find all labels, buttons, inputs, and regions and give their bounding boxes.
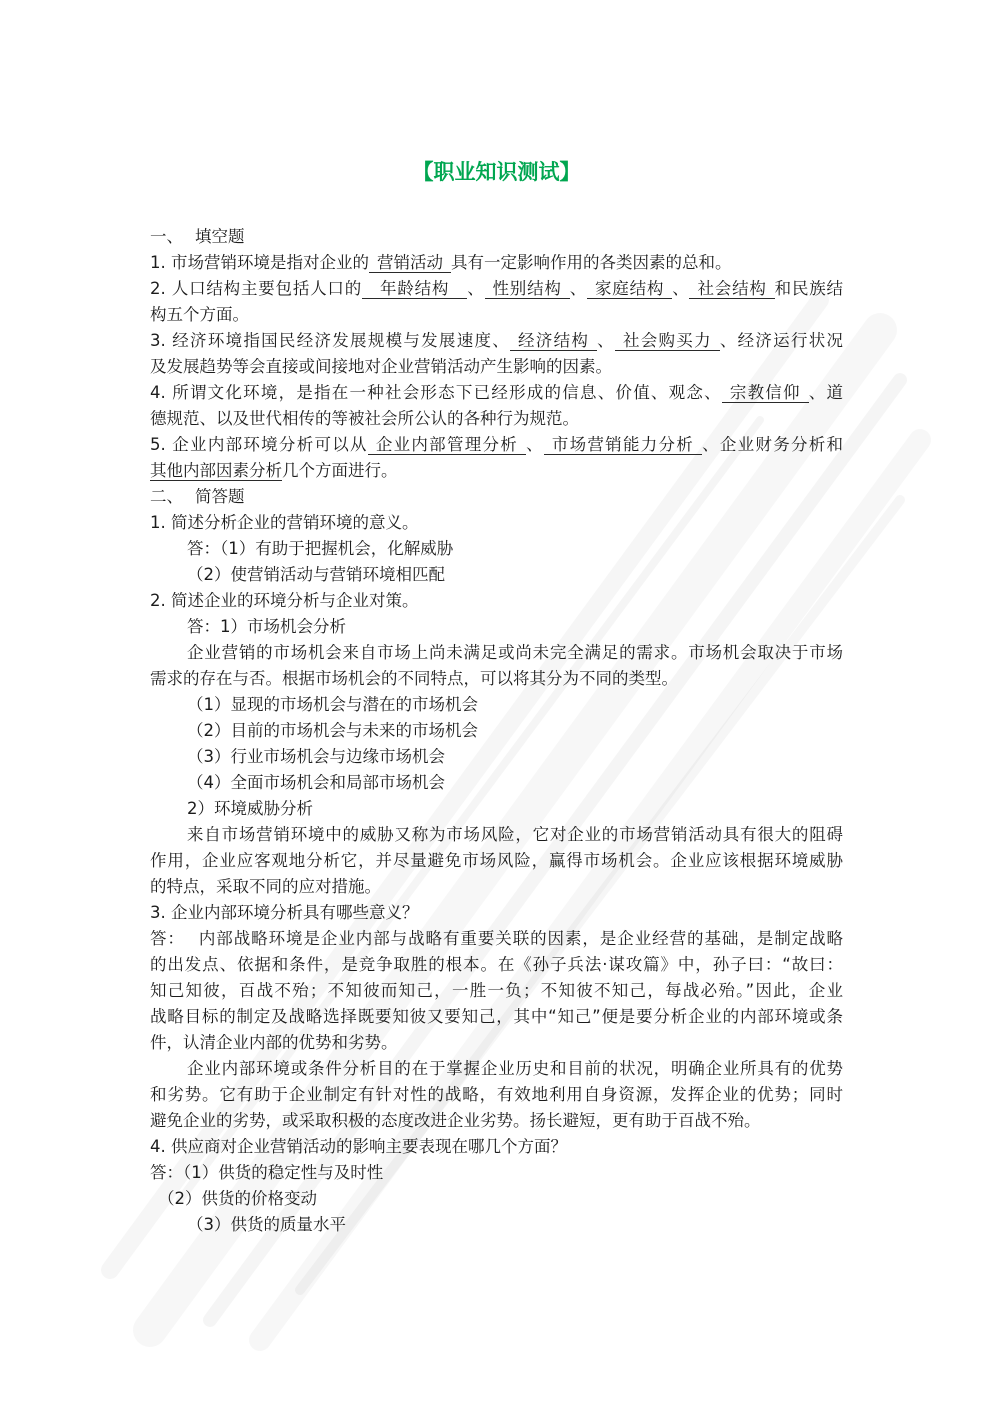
question-text: 构五个方面。 [150, 305, 249, 324]
question-text: 德规范、以及世代相传的等被社会所公认的各种行为规范。 [150, 409, 579, 428]
answer-line: 答：（1）有助于把握机会，化解威胁 [187, 539, 454, 558]
blank-answer: 性别结构 [485, 279, 570, 299]
answer-line: 企业内部环境或条件分析目的在于掌握企业历史和目前的状况，明确企业所具有的优势 [187, 1059, 843, 1078]
blank-answer: 年龄结构 [362, 279, 467, 299]
blank-answer: 社会购买力 [615, 331, 720, 351]
answer-line: 战略目标的制定及战略选择既要知彼又要知己，其中“知己”便是要分析企业的内部环境或条 [150, 1007, 843, 1026]
answer-line: （2）供货的价格变动 [158, 1189, 317, 1208]
question-line [150, 250, 843, 276]
question-line [150, 380, 843, 406]
page-title: 【职业知识测试】 [412, 160, 581, 184]
question-text: 4. 供应商对企业营销活动的影响主要表现在哪几个方面？ [150, 1137, 567, 1156]
section-number: 一、 [150, 227, 183, 246]
blank-answer: 营销活动 [369, 253, 451, 273]
question-text: 2. 简述企业的环境分析与企业对策。 [150, 591, 419, 610]
answer-line: 来自市场营销环境中的威胁又称为市场风险，它对企业的市场营销活动具有很大的阻碍 [187, 825, 843, 844]
answer-line: 知己知彼，百战不殆；不知彼而知己，一胜一负；不知彼不知己，每战必殆。”因此，企业 [150, 981, 843, 1000]
question-text: 、 [597, 331, 615, 350]
question-text: 2. 人口结构主要包括人口的 [150, 279, 363, 298]
answer-line: 和劣势。它有助于企业制定有针对性的战略，有效地利用自身资源，发挥企业的优势；同时 [150, 1085, 843, 1104]
answer-line: 答：（1）供货的稳定性与及时性 [150, 1163, 384, 1182]
answer-line: 作用，企业应客观地分析它，并尽量避免市场风险，赢得市场机会。企业应该根据环境威胁 [150, 851, 843, 870]
answer-line: （2）目前的市场机会与未来的市场机会 [187, 721, 478, 740]
question-text: 、道 [808, 383, 843, 402]
section-number: 二、 [150, 487, 183, 506]
question-text: 、 [569, 279, 587, 298]
blank-answer: 其他内部因素分析 [150, 461, 282, 480]
answer-line: 件，认清企业内部的优势和劣势。 [150, 1033, 398, 1052]
question-text: 和民族结 [774, 279, 843, 298]
question-line [150, 328, 843, 354]
section-title: 填空题 [195, 227, 245, 246]
blank-answer: 社会结构 [689, 279, 774, 299]
question-text: 、 [526, 435, 544, 454]
question-line [150, 406, 843, 432]
question-text: 、企业财务分析和 [702, 435, 843, 454]
question-line [150, 276, 843, 302]
section-heading [150, 484, 843, 510]
question-line [150, 302, 843, 328]
answer-line: （3）供货的质量水平 [187, 1215, 346, 1234]
blank-answer: 市场营销能力分析 [544, 435, 702, 455]
answer-line: （4）全面市场机会和局部市场机会 [187, 773, 445, 792]
question-text: 5. 企业内部环境分析可以从 [150, 435, 368, 454]
answer-line: 2）环境威胁分析 [187, 799, 313, 818]
section-title: 简答题 [195, 487, 245, 506]
answer-label: 答： [150, 929, 185, 948]
answer-line [150, 926, 843, 952]
question-text: 、 [467, 279, 485, 298]
answer-line: 避免企业的劣势，或采取积极的态度改进企业劣势。扬长避短，更有助于百战不殆。 [150, 1111, 761, 1130]
answer-line: 答：1）市场机会分析 [187, 617, 346, 636]
question-text: 、经济运行状况 [719, 331, 843, 350]
document-body [150, 224, 843, 1238]
question-text: 1. 简述分析企业的营销环境的意义。 [150, 513, 419, 532]
answer-line: （3）行业市场机会与边缘市场机会 [187, 747, 445, 766]
answer-line: 企业营销的市场机会来自市场上尚未满足或尚未完全满足的需求。市场机会取决于市场 [187, 643, 843, 662]
section-heading [150, 224, 843, 250]
blank-answer: 家庭结构 [587, 279, 672, 299]
answer-line: （2）使营销活动与营销环境相匹配 [187, 565, 445, 584]
question-text: 、 [672, 279, 690, 298]
blank-answer: 经济结构 [510, 331, 597, 351]
question-line [150, 432, 843, 458]
question-text: 具有一定影响作用的各类因素的总和。 [451, 253, 732, 272]
answer-line: 的特点，采取不同的应对措施。 [150, 877, 381, 896]
question-line [150, 458, 843, 484]
answer-text: 内部战略环境是企业内部与战略有重要关联的因素，是企业经营的基础，是制定战略 [198, 929, 843, 948]
question-text: 1. 市场营销环境是指对企业的 [150, 253, 369, 272]
question-text: 4. 所谓文化环境，是指在一种社会形态下已经形成的信息、价值、观念、 [150, 383, 722, 402]
question-text: 3. 企业内部环境分析具有哪些意义？ [150, 903, 419, 922]
question-text: 几个方面进行。 [282, 461, 398, 480]
blank-answer: 宗教信仰 [722, 383, 809, 403]
answer-line: （1）显现的市场机会与潜在的市场机会 [187, 695, 478, 714]
blank-answer: 企业内部管理分析 [368, 435, 526, 455]
answer-line: 的出发点、依据和条件，是竞争取胜的根本。在《孙子兵法·谋攻篇》中，孙子曰：“故曰： [150, 955, 843, 974]
answer-line: 需求的存在与否。根据市场机会的不同特点，可以将其分为不同的类型。 [150, 669, 678, 688]
question-text: 3. 经济环境指国民经济发展规模与发展速度、 [150, 331, 511, 350]
question-line [150, 354, 843, 380]
question-text: 及发展趋势等会直接或间接地对企业营销活动产生影响的因素。 [150, 357, 612, 376]
